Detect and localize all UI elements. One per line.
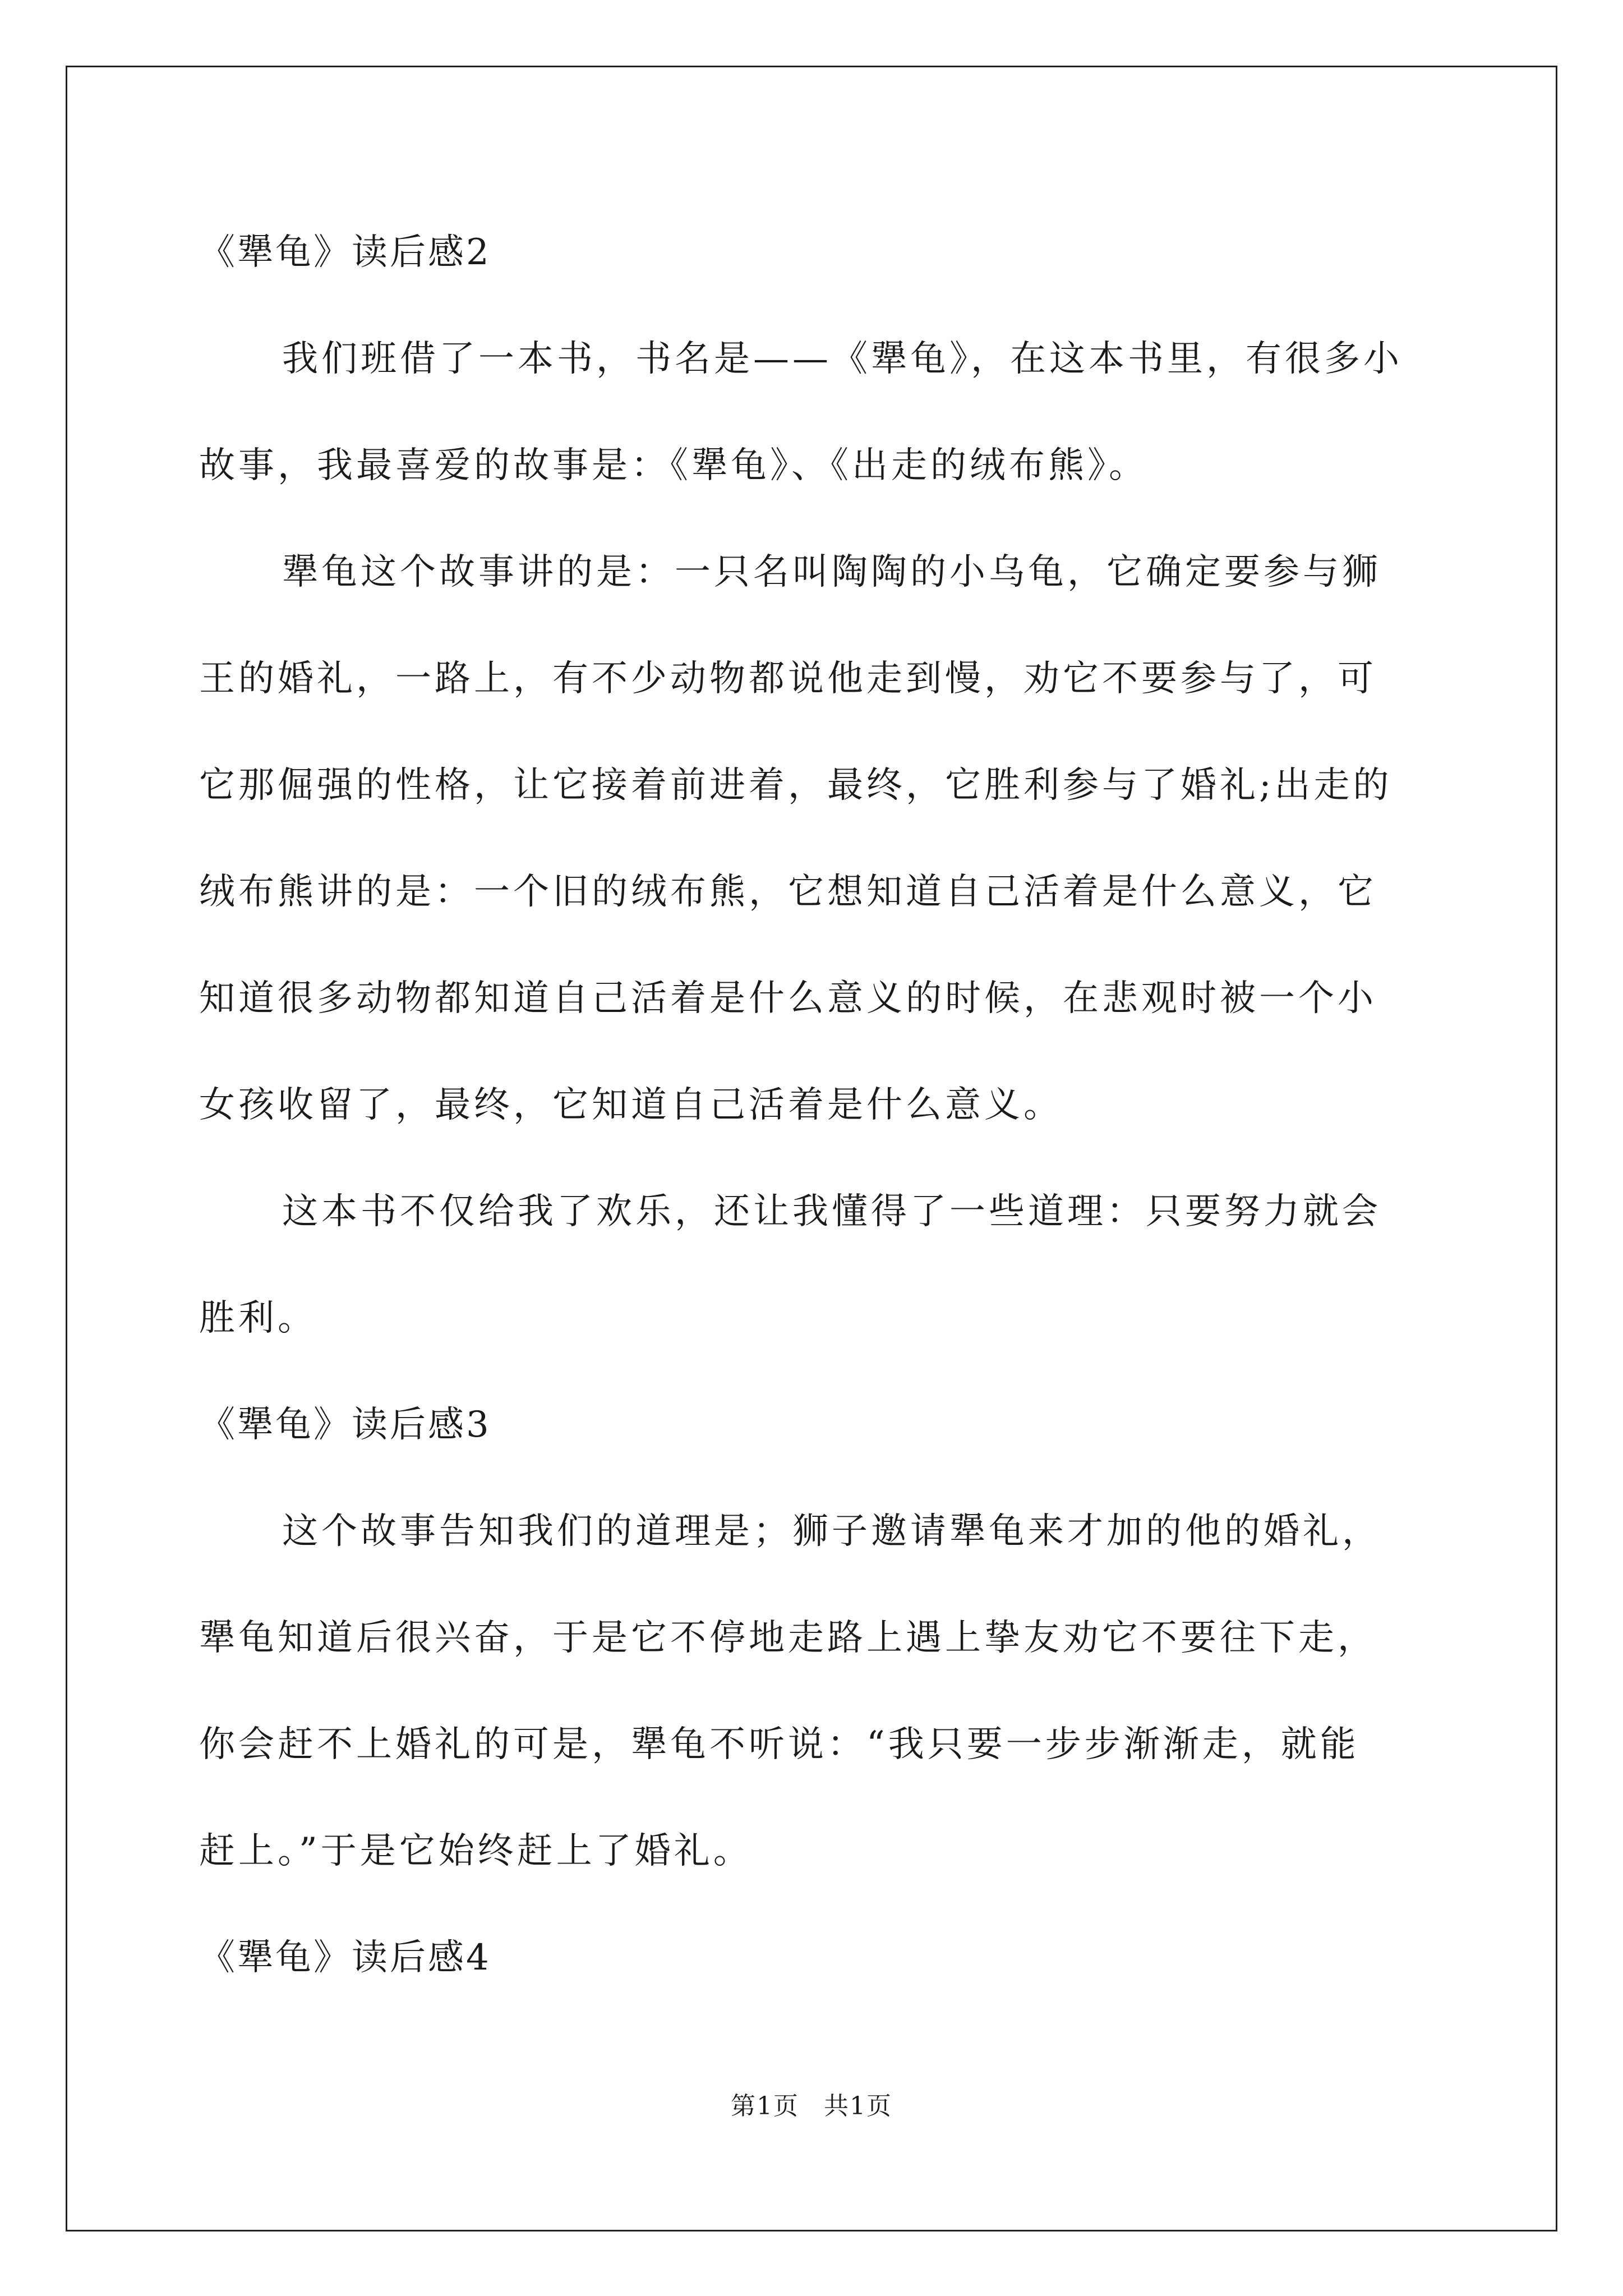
- paragraph-line: 犟龟这个故事讲的是：一只名叫陶陶的小乌龟，它确定要参与狮: [282, 551, 1381, 593]
- page-footer: [0, 2090, 1623, 2123]
- paragraph-line: 这本书不仅给我了欢乐，还让我懂得了一些道理：只要努力就会: [282, 1191, 1381, 1232]
- paragraph-line: 你会赶不上婚礼的可是，犟龟不听说：“我只要一步步渐渐走，就能: [199, 1724, 1359, 1765]
- page-border: [66, 66, 1557, 2231]
- paragraph-line: 赶上。”于是它始终赶上了婚礼。: [199, 1830, 753, 1872]
- paragraph-line: 知道很多动物都知道自己活着是什么意义的时候，在悲观时被一个小: [199, 978, 1377, 1019]
- paragraph-line: 我们班借了一本书，书名是——《犟龟》，在这本书里，有很多小: [282, 338, 1403, 380]
- paragraph-line: 王的婚礼，一路上，有不少动物都说他走到慢，劝它不要参与了，可: [199, 658, 1377, 700]
- section-heading: 《犟龟》读后感2: [199, 232, 491, 273]
- paragraph-line: 故事，我最喜爱的故事是：《犟龟》、《出走的绒布熊》。: [199, 445, 1148, 486]
- paragraph-line: 这个故事告知我们的道理是；狮子邀请犟龟来才加的他的婚礼，: [282, 1511, 1381, 1552]
- paragraph-line: 女孩收留了，最终，它知道自己活着是什么意义。: [199, 1084, 1063, 1126]
- paragraph-line: 绒布熊讲的是：一个旧的绒布熊，它想知道自己活着是什么意义，它: [199, 871, 1377, 913]
- page-number: 第1页: [731, 2092, 799, 2120]
- section-heading: 《犟龟》读后感3: [199, 1404, 491, 1446]
- paragraph-line: 胜利。: [199, 1297, 317, 1339]
- page-total: 共1页: [824, 2092, 892, 2120]
- paragraph-line: 它那倔强的性格，让它接着前进着，最终，它胜利参与了婚礼;出走的: [199, 765, 1393, 806]
- paragraph-line: 犟龟知道后很兴奋，于是它不停地走路上遇上挚友劝它不要往下走，: [199, 1617, 1377, 1659]
- section-heading: 《犟龟》读后感4: [199, 1937, 491, 1978]
